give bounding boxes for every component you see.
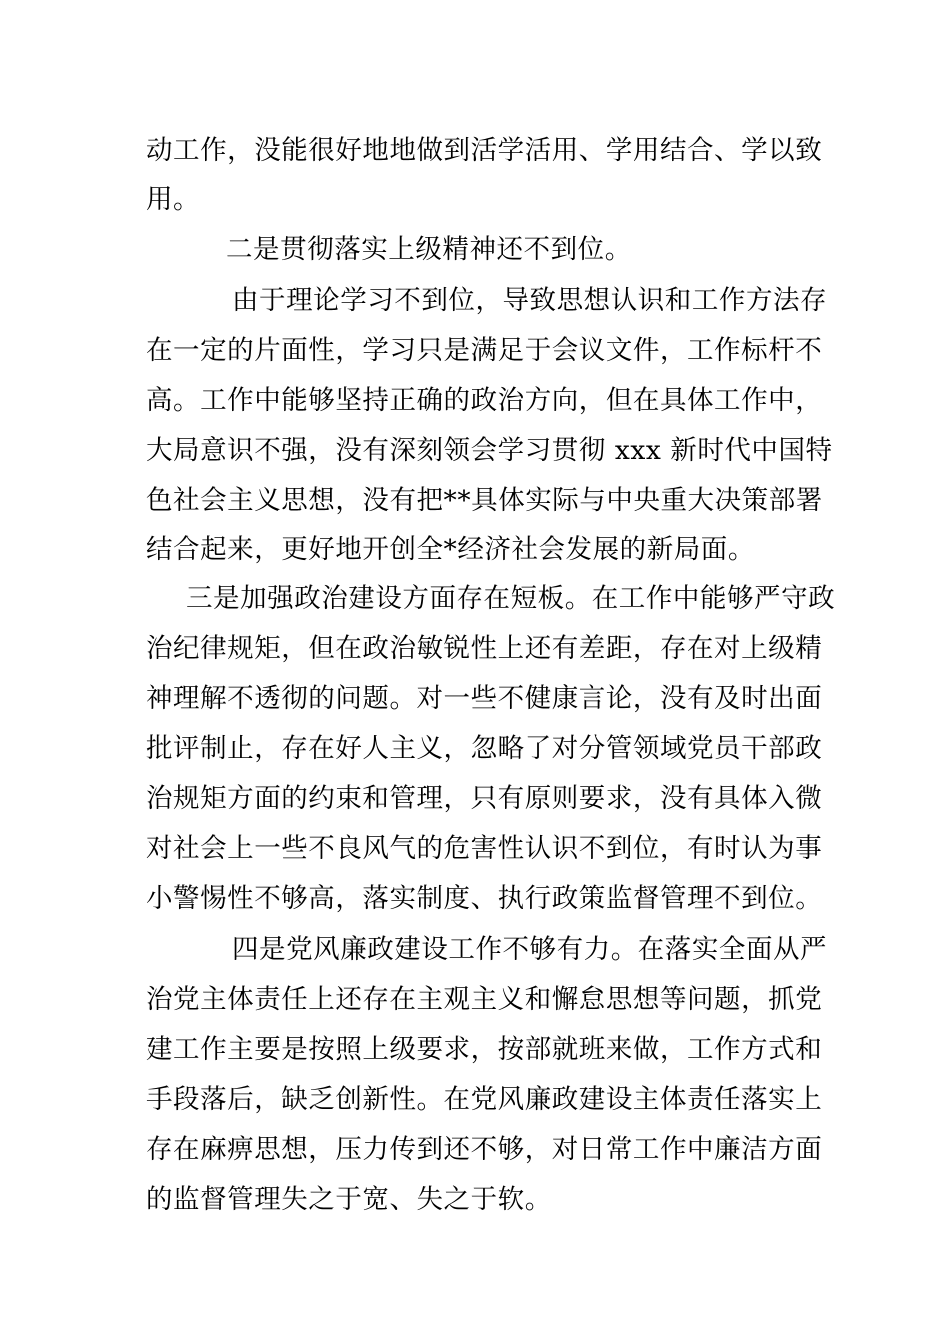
text-line: 治纪律规矩，但在政治敏锐性上还有差距，存在对上级精 <box>146 633 823 664</box>
text-line: 三是加强政治建设方面存在短板。在工作中能够严守政 <box>186 583 836 614</box>
text-line: 结合起来，更好地开创全*经济社会发展的新局面。 <box>146 534 755 565</box>
text-line: 存在麻痹思想，压力传到还不够，对日常工作中廉洁方面 <box>146 1134 823 1165</box>
text-line: 大局意识不强，没有深刻领会学习贯彻 xxx 新时代中国特 <box>146 435 833 466</box>
text-line: 在一定的片面性，学习只是满足于会议文件，工作标杆不 <box>146 335 823 366</box>
text-line: 建工作主要是按照上级要求，按部就班来做，工作方式和 <box>146 1034 823 1065</box>
text-line: 由于理论学习不到位，导致思想认识和工作方法存 <box>232 285 828 316</box>
text-line: 色社会主义思想，没有把**具体实际与中央重大决策部署 <box>146 485 823 516</box>
text-line: 神理解不透彻的问题。对一些不健康言论，没有及时出面 <box>146 683 823 714</box>
text-line: 治党主体责任上还存在主观主义和懈怠思想等问题，抓党 <box>146 984 823 1015</box>
text-line: 对社会上一些不良风气的危害性认识不到位，有时认为事 <box>146 833 823 864</box>
text-line: 手段落后，缺乏创新性。在党风廉政建设主体责任落实上 <box>146 1084 823 1115</box>
text-line: 高。工作中能够坚持正确的政治方向，但在具体工作中， <box>146 385 823 416</box>
section-heading: 二是贯彻落实上级精神还不到位。 <box>226 234 632 265</box>
text-line: 治规矩方面的约束和管理，只有原则要求，没有具体入微 <box>146 783 823 814</box>
text-line: 四是党风廉政建设工作不够有力。在落实全面从严 <box>232 934 828 965</box>
text-line: 的监督管理失之于宽、失之于软。 <box>146 1184 552 1215</box>
text-line: 动工作，没能很好地地做到活学活用、学用结合、学以致 <box>146 135 823 166</box>
text-line: 用。 <box>146 184 201 215</box>
text-line: 小警惕性不够高，落实制度、执行政策监督管理不到位。 <box>146 883 823 914</box>
text-line: 批评制止，存在好人主义，忽略了对分管领域党员干部政 <box>146 733 823 764</box>
